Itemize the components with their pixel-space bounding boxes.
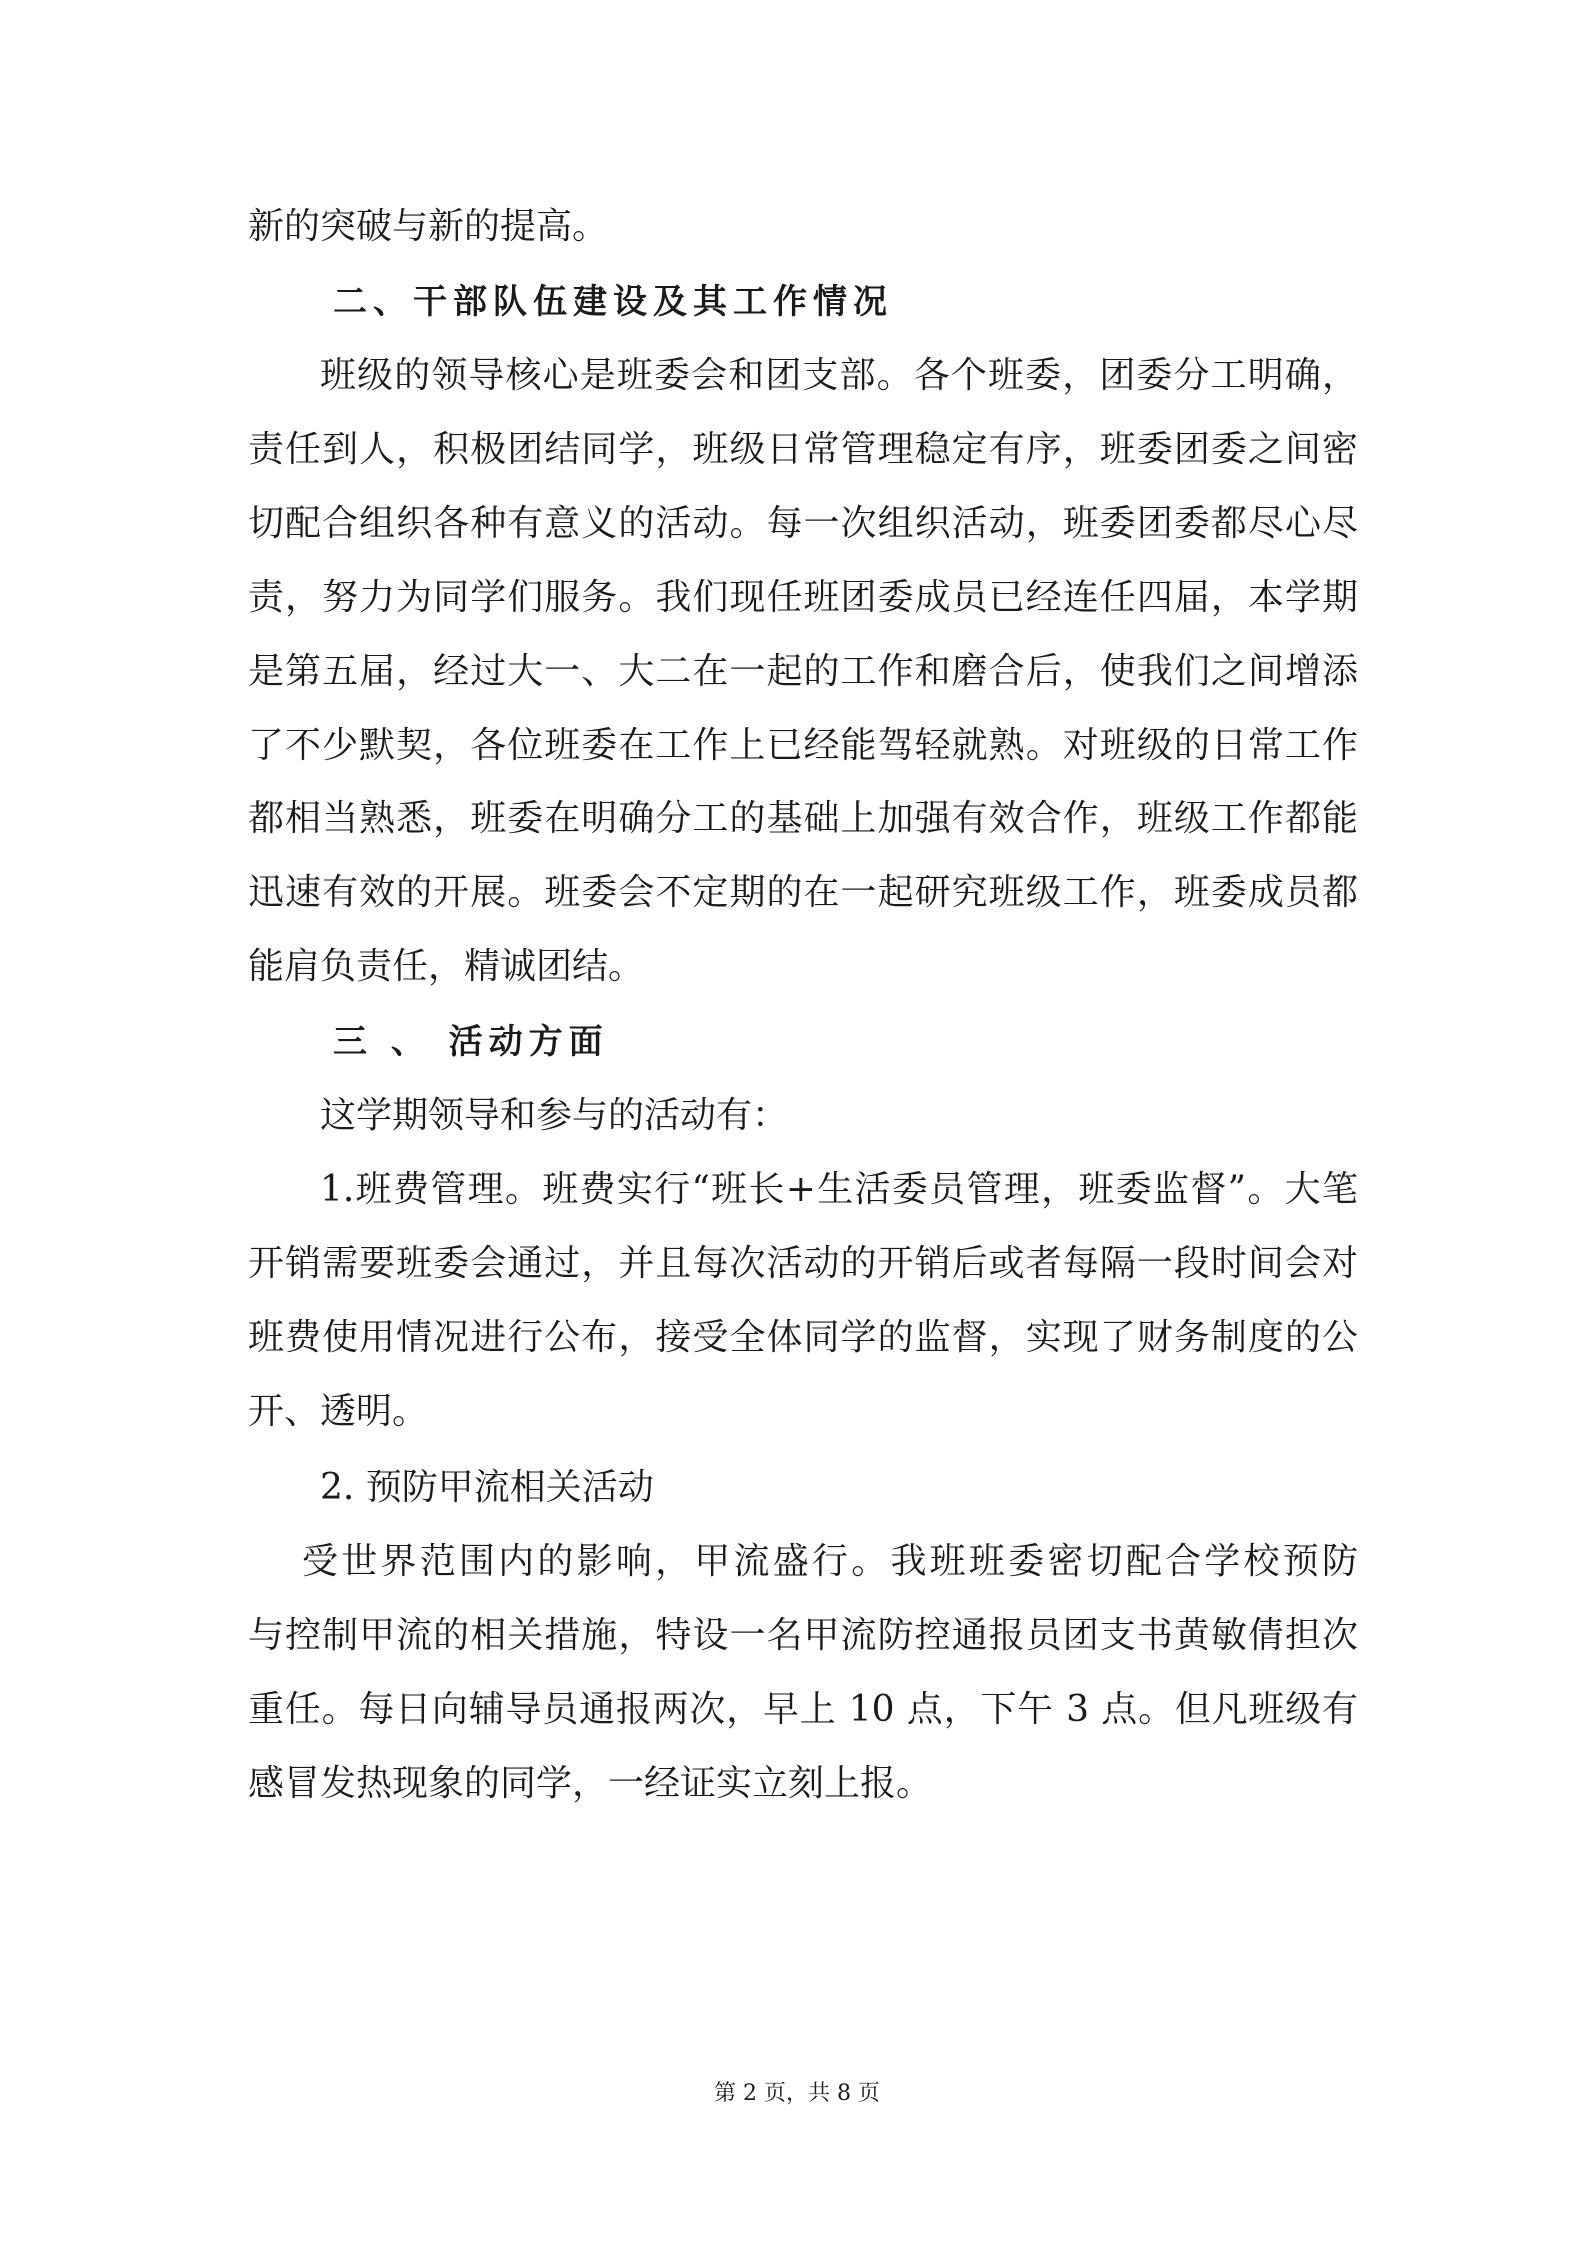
paragraph-line: 1.班费管理。班费实行“班长+生活委员管理，班委监督”。大笔 <box>320 1169 1358 1210</box>
paragraph-line: 是第五届，经过大一、大二在一起的工作和磨合后，使我们之间增添 <box>248 651 1358 692</box>
section-heading-2: 二、干部队伍建设及其工作情况 <box>333 282 893 322</box>
paragraph-line: 新的突破与新的提高。 <box>248 206 609 247</box>
paragraph-line: 开、透明。 <box>248 1391 429 1432</box>
paragraph-line: 感冒发热现象的同学，一经证实立刻上报。 <box>248 1763 933 1804</box>
paragraph-line: 责，努力为同学们服务。我们现任班团委成员已经连任四届，本学期 <box>248 577 1358 618</box>
paragraph-line: 责任到人，积极团结同学，班级日常管理稳定有序，班委团委之间密 <box>248 429 1358 470</box>
paragraph-line: 都相当熟悉，班委在明确分工的基础上加强有效合作，班级工作都能 <box>248 798 1358 839</box>
paragraph-line: 与控制甲流的相关措施，特设一名甲流防控通报员团支书黄敏倩担次 <box>248 1615 1358 1656</box>
paragraph-line: 受世界范围内的影响，甲流盛行。我班班委密切配合学校预防 <box>302 1541 1358 1582</box>
page-footer: 第 2 页，共 8 页 <box>714 2081 880 2106</box>
paragraph-line: 了不少默契，各位班委在工作上已经能驾轻就熟。对班级的日常工作 <box>248 725 1358 766</box>
section-heading-3: 三 、 活动方面 <box>333 1022 609 1062</box>
list-item-title: 2. 预防甲流相关活动 <box>320 1467 654 1508</box>
paragraph-line: 能肩负责任，精诚团结。 <box>248 946 645 987</box>
paragraph-line: 班级的领导核心是班委会和团支部。各个班委，团委分工明确， <box>320 355 1358 396</box>
paragraph-line: 重任。每日向辅导员通报两次，早上 10 点，下午 3 点。但凡班级有 <box>248 1689 1358 1730</box>
paragraph-line: 班费使用情况进行公布，接受全体同学的监督，实现了财务制度的公 <box>248 1317 1358 1358</box>
paragraph-line: 这学期领导和参与的活动有： <box>320 1095 789 1136</box>
paragraph-line: 迅速有效的开展。班委会不定期的在一起研究班级工作，班委成员都 <box>248 872 1358 913</box>
paragraph-line: 开销需要班委会通过，并且每次活动的开销后或者每隔一段时间会对 <box>248 1243 1358 1284</box>
paragraph-line: 切配合组织各种有意义的活动。每一次组织活动，班委团委都尽心尽 <box>248 503 1358 544</box>
